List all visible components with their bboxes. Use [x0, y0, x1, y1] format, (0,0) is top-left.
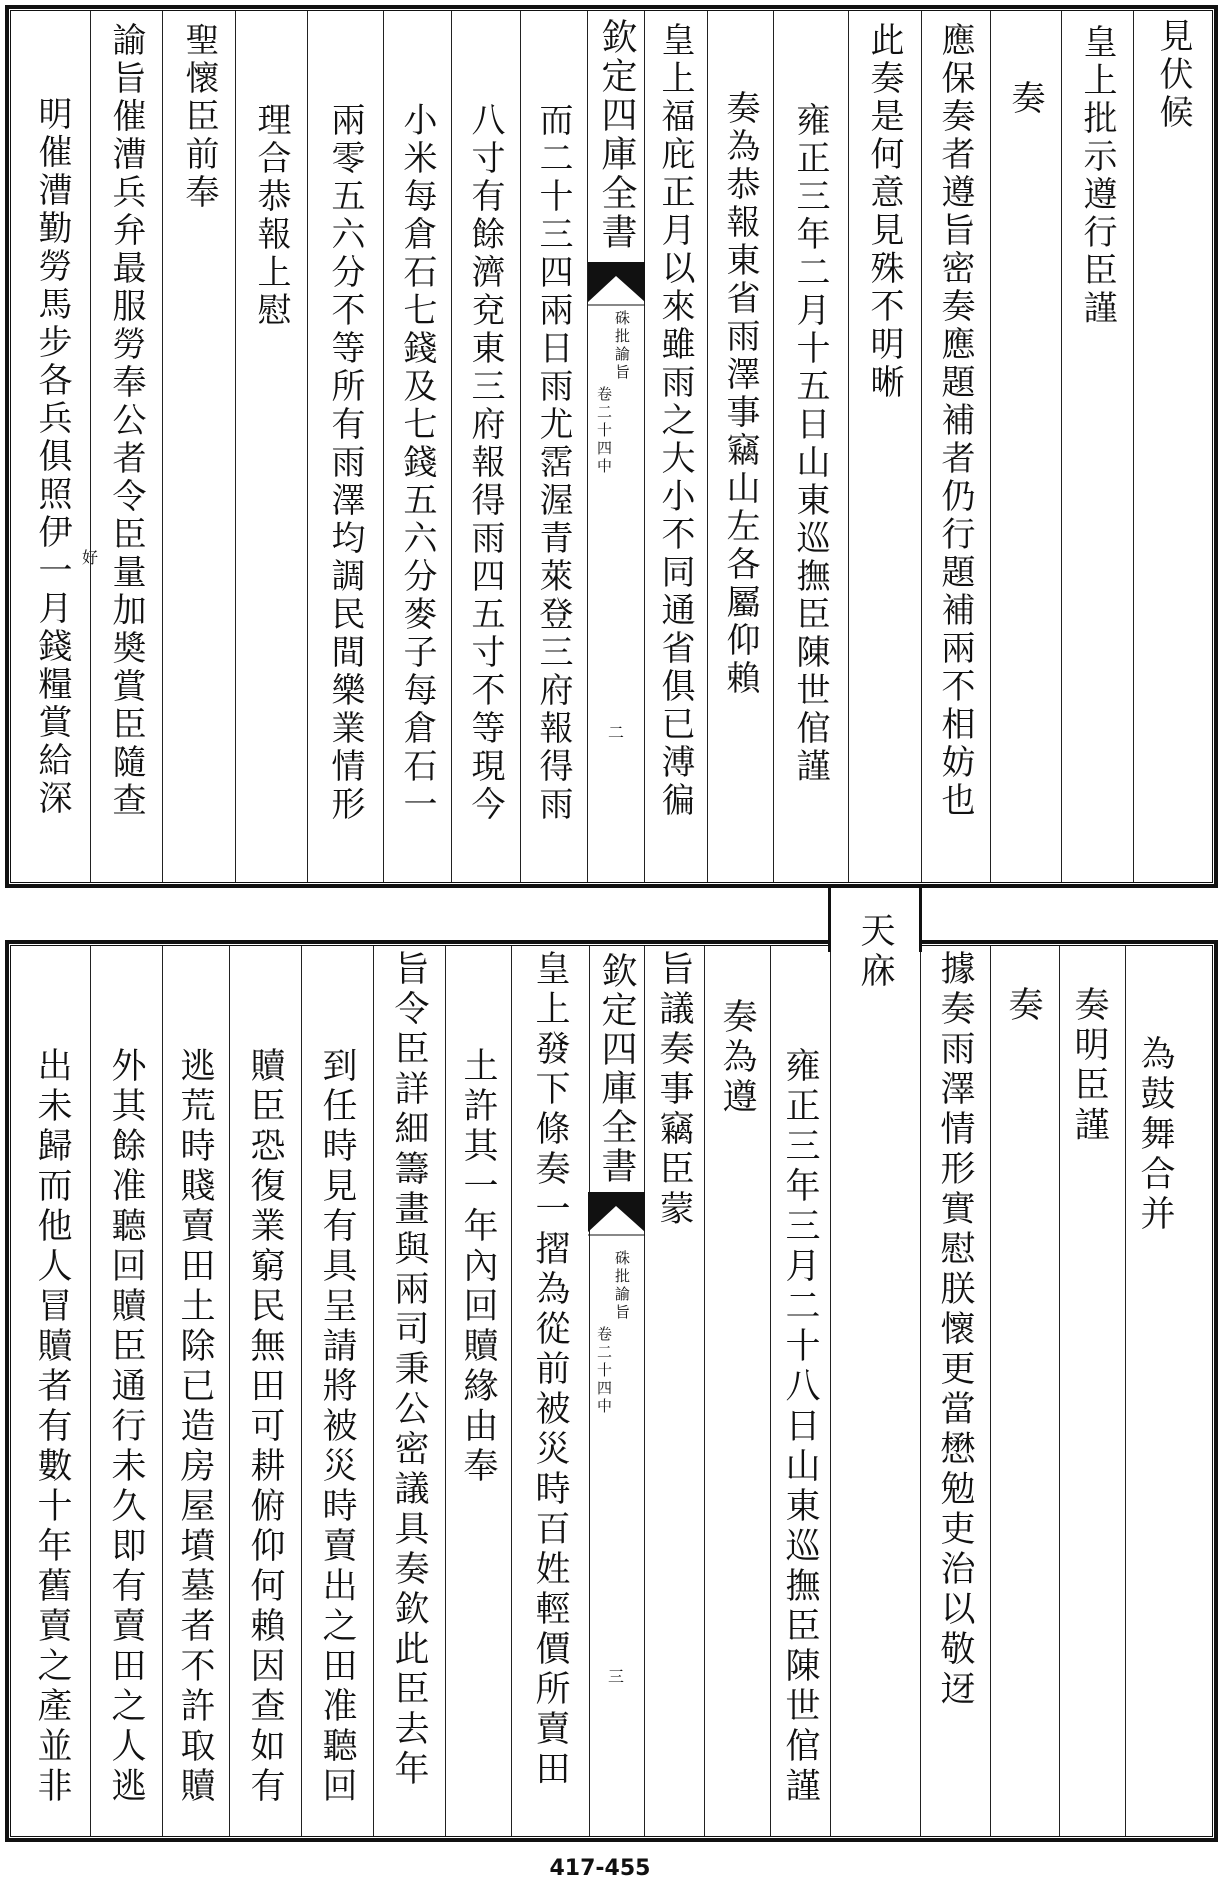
text-column: 贖臣恐復業窮民無田可耕俯仰何賴因查如有 — [245, 1047, 285, 1807]
text-column: 理合恭報上慰 — [251, 102, 291, 330]
column-rule — [90, 11, 91, 882]
column-rule — [307, 11, 308, 882]
column-rule — [162, 946, 163, 1836]
vermilion-comment-column: 此奏是何意見殊不明晰 — [864, 22, 904, 402]
center-book-title: 硃批諭旨 — [613, 1250, 631, 1322]
text-column: 奏 — [1003, 986, 1043, 1026]
column-rule — [229, 946, 230, 1836]
text-column: 見伏候 — [1153, 18, 1193, 132]
text-column: 而二十三四兩日雨尤霑渥青萊登三府報得雨 — [533, 102, 573, 824]
center-book-title: 硃批諭旨 — [613, 310, 631, 382]
column-rule — [373, 946, 374, 1836]
text-column: 出未歸而他人冒贖者有數十年舊賣之產並非 — [32, 1047, 72, 1807]
text-column: 皇上批示遵行臣謹 — [1077, 24, 1117, 328]
column-rule — [1125, 946, 1126, 1836]
text-column: 旨令臣詳細籌畫與兩司秉公密議具奏欽此臣去年 — [389, 950, 429, 1790]
column-rule — [235, 11, 236, 882]
column-rule — [587, 11, 588, 882]
text-column: 旨議奏事竊臣蒙 — [654, 950, 694, 1230]
date-line-column: 雍正三年三月二十八日山東巡撫臣陳世倌謹 — [780, 1047, 820, 1807]
column-rule — [1133, 11, 1134, 882]
text-column: 土許其一年內回贖緣由奉 — [458, 1047, 498, 1487]
column-rule — [848, 11, 849, 882]
column-rule — [773, 11, 774, 882]
text-column: 到任時見有具呈請將被災時賣出之田准聽回 — [317, 1047, 357, 1807]
text-column: 為鼓舞合并 — [1135, 1035, 1175, 1235]
vermilion-comment-column: 應保奏者遵旨密奏應題補者仍行題補兩不相妨也 — [935, 22, 975, 820]
column-rule — [921, 11, 922, 882]
column-rule — [445, 946, 446, 1836]
column-rule — [162, 11, 163, 882]
center-volume: 卷二十四中 — [595, 1326, 613, 1416]
text-column: 奏為恭報東省雨澤事竊山左各屬仰賴 — [720, 90, 760, 698]
column-rule — [704, 946, 705, 1836]
text-column: 奏明臣謹 — [1069, 986, 1109, 1146]
column-rule — [990, 11, 991, 882]
leaf-number: 三 — [608, 1667, 625, 1686]
column-rule — [451, 11, 452, 882]
text-column: 八寸有餘濟兗東三府報得雨四五寸不等現今 — [465, 102, 505, 824]
margin-annotation: 好 — [82, 548, 99, 567]
page-number: 417-455 — [549, 1856, 651, 1881]
column-rule — [520, 11, 521, 882]
text-column: 逃荒時賤賣田土除已造房屋墳墓者不許取贖 — [175, 1047, 215, 1807]
text-column: 奏為遵 — [717, 998, 757, 1118]
column-rule — [644, 11, 645, 882]
leaf-number: 二 — [608, 723, 625, 742]
text-column: 皇上福庇正月以來雖雨之大小不同通省俱已溥徧 — [655, 22, 695, 820]
column-rule — [770, 946, 771, 1836]
vermilion-comment-column: 據奏雨澤情形實慰朕懷更當懋勉吏治以敬迓 — [935, 950, 975, 1710]
text-column: 聖懷臣前奉 — [179, 22, 219, 212]
column-rule — [383, 11, 384, 882]
raised-continuation-column: 天庥 — [855, 912, 895, 992]
column-rule — [589, 946, 590, 1836]
center-volume: 卷二十四中 — [595, 386, 613, 476]
column-rule — [707, 11, 708, 882]
center-series-title: 欽定四庫全書 — [596, 18, 637, 252]
fishtail-mark-icon — [588, 262, 645, 306]
text-column: 奏 — [1005, 80, 1045, 118]
column-rule — [644, 946, 645, 1836]
column-rule — [90, 946, 91, 1836]
column-rule — [920, 946, 921, 1836]
text-column: 明催漕勤勞馬步各兵俱照伊一月錢糧賞給深 — [32, 96, 72, 818]
column-rule — [511, 946, 512, 1836]
column-rule — [830, 946, 831, 1836]
date-line-column: 雍正三年二月十五日山東巡撫臣陳世倌謹 — [790, 102, 830, 786]
column-rule — [1059, 946, 1060, 1836]
text-column: 外其餘准聽回贖臣通行未久即有賣田之人逃 — [106, 1047, 146, 1807]
text-column: 諭旨催漕兵弁最服勞奉公者令臣量加奬賞臣隨查 — [106, 22, 146, 820]
text-column: 小米每倉石七錢及七錢五六分麥子每倉石一 — [397, 102, 437, 824]
center-series-title: 欽定四庫全書 — [596, 952, 637, 1186]
text-column: 皇上發下條奏一摺為從前被災時百姓輕價所賣田 — [530, 950, 570, 1790]
column-rule — [1061, 11, 1062, 882]
text-column: 兩零五六分不等所有雨澤均調民間樂業情形 — [325, 102, 365, 824]
column-rule — [990, 946, 991, 1836]
column-rule — [301, 946, 302, 1836]
fishtail-mark-icon — [588, 1192, 645, 1236]
